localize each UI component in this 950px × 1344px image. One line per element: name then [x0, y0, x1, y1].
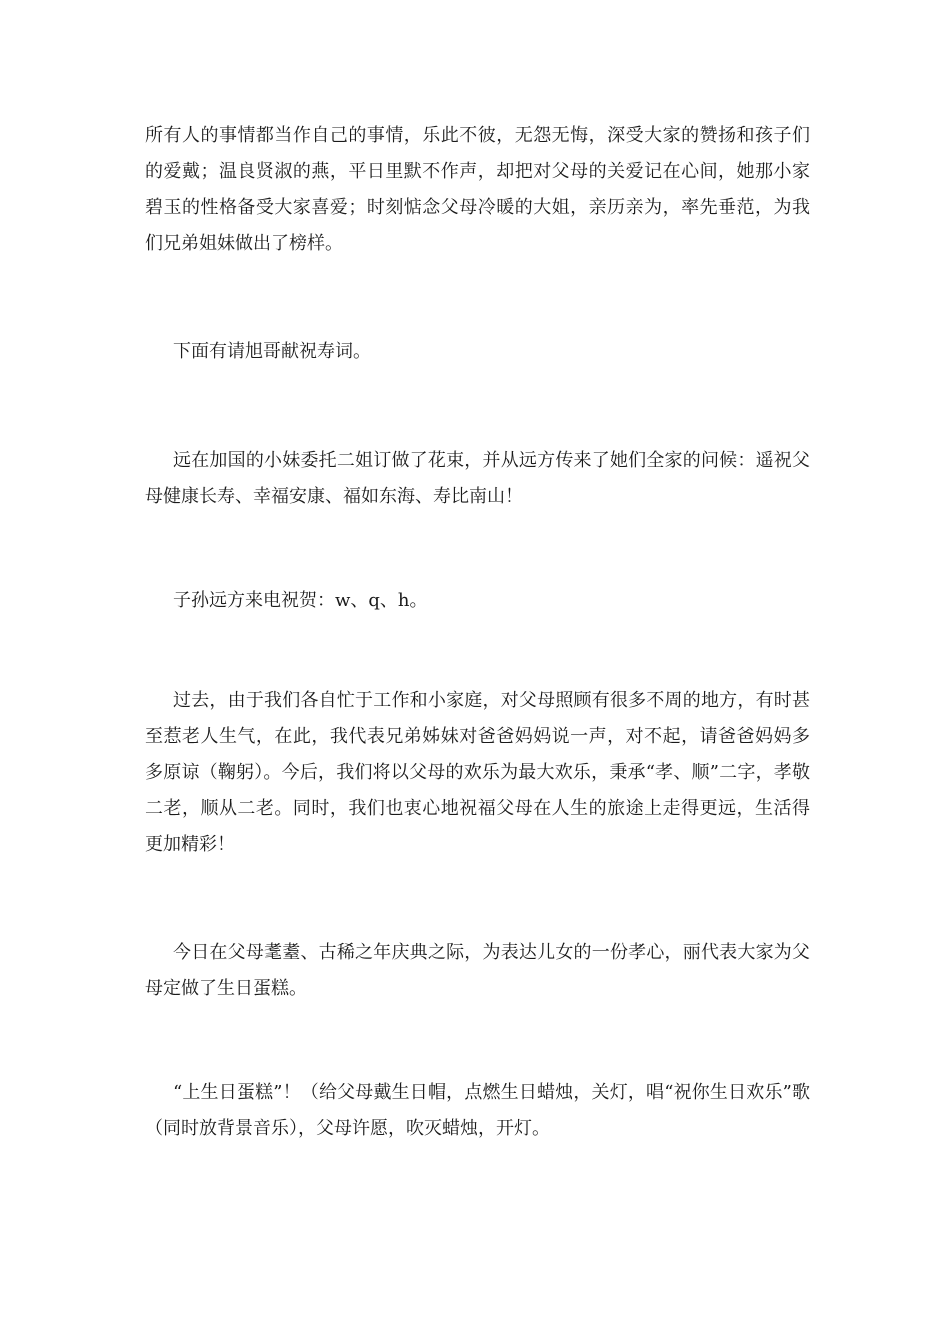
paragraph-apology-blessing: 过去，由于我们各自忙于工作和小家庭，对父母照顾有很多不周的地方，有时甚至惹老人生气，在此，我代表兄弟姊妹对爸爸妈妈说一声，对不起，请爸爸妈妈多多原谅（鞠躬）。今后，我们将以父母的欢乐为最大欢乐，秉承“孝、顺”二字，孝敬二老，顺从二老。同时，我们也衷心地祝福父母在人生的旅途上走得更远，生活得更加精彩！: [145, 690, 810, 855]
paragraph-flowers-greeting: 远在加国的小妹委托二姐订做了花束，并从远方传来了她们全家的问候：遥祝父母健康长寿、幸福安康、福如东海、寿比南山！: [145, 450, 810, 507]
paragraph-birthday-cake: 今日在父母耄耋、古稀之年庆典之际，为表达儿女的一份孝心，丽代表大家为父母定做了生日蛋糕。: [145, 942, 810, 999]
paragraph-continuation: 所有人的事情都当作自己的事情，乐此不彼，无怨无悔，深受大家的赞扬和孩子们的爱戴；温良贤淑的燕，平日里默不作声，却把对父母的关爱记在心间，她那小家碧玉的性格备受大家喜爱；时刻惦念父母冷暖的大姐，亲历亲为，率先垂范，为我们兄弟姐妹做出了榜样。: [145, 125, 810, 254]
paragraph-phone-congratulations: 子孙远方来电祝贺：w、q、h。: [173, 590, 428, 611]
paragraph-toast-invitation: 下面有请旭哥献祝寿词。: [173, 341, 371, 362]
paragraph-cake-ceremony: “上生日蛋糕”！（给父母戴生日帽，点燃生日蜡烛，关灯，唱“祝你生日欢乐”歌（同时放背景音乐），父母许愿，吹灭蜡烛，开灯。: [145, 1082, 810, 1139]
